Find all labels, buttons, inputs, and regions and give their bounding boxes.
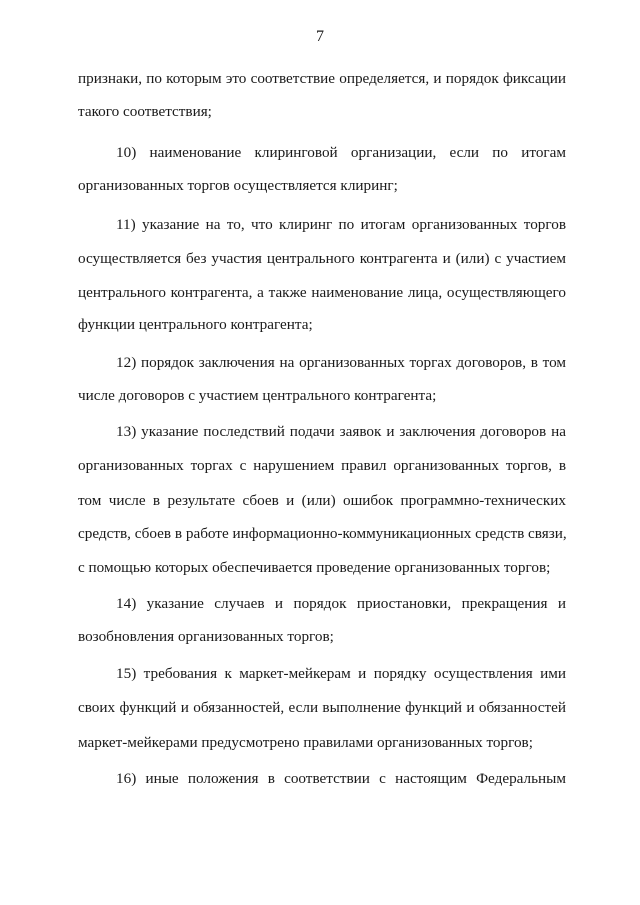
text-line: осуществляется без участия центрального контрагента и (или) с участием (78, 250, 566, 267)
text-line: возобновления организованных торгов; (78, 628, 334, 645)
text-line: том числе в результате сбоев и (или) ошибок программно-технических (78, 492, 566, 509)
text-line: своих функций и обязанностей, если выполнение функций и обязанностей (78, 699, 566, 716)
text-line: признаки, по которым это соответствие определяется, и порядок фиксации (78, 70, 566, 87)
text-line: организованных торгов осуществляется клиринг; (78, 177, 398, 194)
list-item-10-line: 10) наименование клиринговой организации, если по итогам (116, 144, 566, 161)
text-line: такого соответствия; (78, 103, 212, 120)
text-line: центрального контрагента, а также наименование лица, осуществляющего (78, 284, 566, 301)
text-line: организованных торгах с нарушением правил организованных торгов, в (78, 457, 566, 474)
text-line: функции центрального контрагента; (78, 316, 313, 333)
text-line: средств, сбоев в работе информационно-коммуникационных средств связи, (78, 525, 567, 542)
list-item-11-line: 11) указание на то, что клиринг по итогам организованных торгов (116, 216, 566, 233)
page-number: 7 (316, 28, 324, 45)
list-item-12-line: 12) порядок заключения на организованных торгах договоров, в том (116, 354, 566, 371)
list-item-14-line: 14) указание случаев и порядок приостановки, прекращения и (116, 595, 566, 612)
list-item-15-line: 15) требования к маркет-мейкерам и порядку осуществления ими (116, 665, 566, 682)
text-line: числе договоров с участием центрального контрагента; (78, 387, 437, 404)
text-line: с помощью которых обеспечивается проведение организованных торгов; (78, 559, 551, 576)
text-line: маркет-мейкерами предусмотрено правилами организованных торгов; (78, 734, 533, 751)
list-item-16-line: 16) иные положения в соответствии с настоящим Федеральным (116, 770, 566, 787)
list-item-13-line: 13) указание последствий подачи заявок и заключения договоров на (116, 423, 566, 440)
